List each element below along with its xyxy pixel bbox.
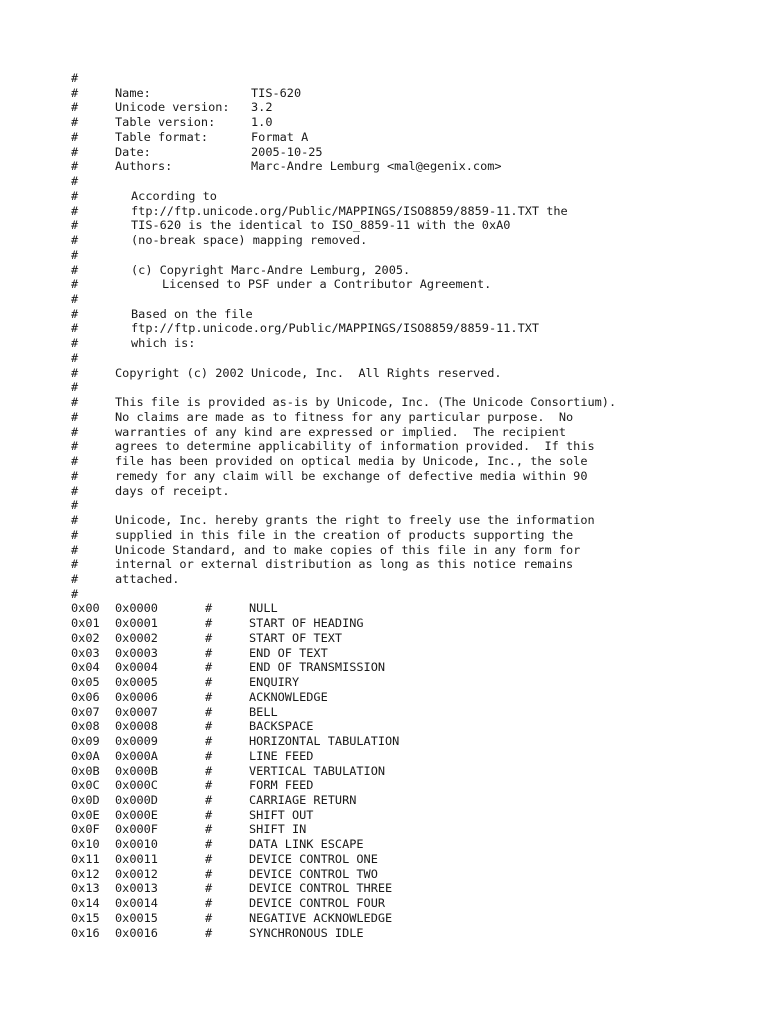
mapping-hash: # <box>205 925 213 940</box>
mapping-code: 0x07 <box>71 704 100 719</box>
mapping-row <box>71 926 761 941</box>
unicode-disclaimer-line-text: warranties of any kind are expressed or implied. The recipient <box>115 424 567 439</box>
note-copyright-line-text: (c) Copyright Marc-Andre Lemburg, 2005. <box>131 262 411 277</box>
mapping-name: HORIZONTAL TABULATION <box>249 734 400 749</box>
mapping-row <box>71 660 761 675</box>
mapping-unicode: 0x0009 <box>115 734 158 749</box>
mapping-name: LINE FEED <box>249 748 314 763</box>
mapping-row <box>71 778 761 793</box>
unicode-disclaimer-line <box>71 439 761 454</box>
mapping-hash: # <box>205 910 213 925</box>
comment-hash: # <box>71 586 79 601</box>
mapping-unicode: 0x0006 <box>115 689 158 704</box>
mapping-hash: # <box>205 704 213 719</box>
comment-hash: # <box>71 262 79 277</box>
mapping-name: END OF TRANSMISSION <box>249 660 386 675</box>
mapping-name: BACKSPACE <box>249 719 314 734</box>
unicode-grant-line-text: attached. <box>115 571 180 586</box>
unicode-copyright-line-text: Copyright (c) 2002 Unicode, Inc. All Rights reserved. <box>115 365 502 380</box>
mapping-code: 0x12 <box>71 866 100 881</box>
mapping-name: VERTICAL TABULATION <box>249 763 386 778</box>
header-field-value: Marc-Andre Lemburg <mal@egenix.com> <box>251 159 502 174</box>
mapping-unicode: 0x0005 <box>115 675 158 690</box>
mapping-name: SYNCHRONOUS IDLE <box>249 925 364 940</box>
unicode-disclaimer-line-text: agrees to determine applicability of information provided. If this <box>115 439 595 454</box>
header-field-key: Table format: <box>115 129 209 144</box>
mapping-row <box>71 764 761 779</box>
mapping-code: 0x16 <box>71 925 100 940</box>
mapping-hash: # <box>205 689 213 704</box>
comment-hash: # <box>71 306 79 321</box>
comment-hash: # <box>71 292 79 307</box>
unicode-disclaimer-line <box>71 469 761 484</box>
comment-hash: # <box>71 527 79 542</box>
mapping-name: NEGATIVE ACKNOWLEDGE <box>249 910 393 925</box>
mapping-unicode: 0x0010 <box>115 837 158 852</box>
mapping-code: 0x0C <box>71 778 100 793</box>
comment-hash: # <box>71 454 79 469</box>
header-field <box>71 100 761 115</box>
mapping-name: DEVICE CONTROL TWO <box>249 866 378 881</box>
mapping-name: CARRIAGE RETURN <box>249 792 357 807</box>
unicode-grant-line <box>71 528 761 543</box>
mapping-code: 0x08 <box>71 719 100 734</box>
comment-hash: # <box>71 483 79 498</box>
comment-hash: # <box>71 188 79 203</box>
unicode-disclaimer-line-text: remedy for any claim will be exchange of defective media within 90 <box>115 468 588 483</box>
mapping-hash: # <box>205 792 213 807</box>
mapping-hash: # <box>205 630 213 645</box>
comment-hash: # <box>71 144 79 159</box>
note-license-line-text: Licensed to PSF under a Contributor Agreement. <box>162 277 492 292</box>
mapping-name: DEVICE CONTROL FOUR <box>249 896 386 911</box>
comment-hash: # <box>71 321 79 336</box>
comment-blank-line <box>71 498 761 513</box>
mapping-unicode: 0x0002 <box>115 630 158 645</box>
comment-hash: # <box>71 571 79 586</box>
comment-blank-line <box>71 174 761 189</box>
mapping-row <box>71 837 761 852</box>
comment-hash: # <box>71 542 79 557</box>
mapping-row <box>71 705 761 720</box>
mapping-name: DEVICE CONTROL THREE <box>249 881 393 896</box>
comment-blank-line <box>71 248 761 263</box>
mapping-row <box>71 867 761 882</box>
mapping-code: 0x0B <box>71 763 100 778</box>
mapping-code: 0x06 <box>71 689 100 704</box>
comment-blank-line <box>71 71 761 86</box>
note-based-on-line <box>71 336 761 351</box>
mapping-hash: # <box>205 660 213 675</box>
mapping-code: 0x0A <box>71 748 100 763</box>
comment-hash: # <box>71 365 79 380</box>
mapping-row <box>71 719 761 734</box>
unicode-disclaimer-line <box>71 425 761 440</box>
note-copyright-line <box>71 263 761 278</box>
mapping-code: 0x0E <box>71 807 100 822</box>
note-license-line <box>71 277 761 292</box>
mapping-name: BELL <box>249 704 278 719</box>
mapping-unicode: 0x0004 <box>115 660 158 675</box>
comment-hash: # <box>71 233 79 248</box>
unicode-disclaimer-line <box>71 410 761 425</box>
mapping-unicode: 0x0012 <box>115 866 158 881</box>
comment-hash: # <box>71 247 79 262</box>
note-according-line-text: (no-break space) mapping removed. <box>131 233 368 248</box>
mapping-row <box>71 911 761 926</box>
mapping-unicode: 0x0016 <box>115 925 158 940</box>
mapping-code: 0x0F <box>71 822 100 837</box>
mapping-unicode: 0x0011 <box>115 851 158 866</box>
mapping-hash: # <box>205 822 213 837</box>
mapping-row <box>71 749 761 764</box>
mapping-row <box>71 734 761 749</box>
note-according-line <box>71 204 761 219</box>
mapping-hash: # <box>205 778 213 793</box>
note-according-line <box>71 233 761 248</box>
unicode-grant-line-text: supplied in this file in the creation of products supporting the <box>115 527 574 542</box>
header-field <box>71 130 761 145</box>
mapping-row <box>71 631 761 646</box>
mapping-name: FORM FEED <box>249 778 314 793</box>
comment-blank-line <box>71 380 761 395</box>
mapping-unicode: 0x000E <box>115 807 158 822</box>
comment-hash: # <box>71 424 79 439</box>
comment-hash: # <box>71 218 79 233</box>
note-based-on-line-text: ftp://ftp.unicode.org/Public/MAPPINGS/ISO8859/8859-11.TXT <box>131 321 540 336</box>
unicode-grant-line <box>71 513 761 528</box>
mapping-code: 0x02 <box>71 630 100 645</box>
unicode-grant-line-text: Unicode Standard, and to make copies of this file in any form for <box>115 542 581 557</box>
comment-hash: # <box>71 513 79 528</box>
mapping-file-document <box>71 71 761 940</box>
mapping-unicode: 0x0001 <box>115 616 158 631</box>
mapping-hash: # <box>205 645 213 660</box>
mapping-row <box>71 690 761 705</box>
comment-hash: # <box>71 409 79 424</box>
mapping-unicode: 0x000F <box>115 822 158 837</box>
mapping-hash: # <box>205 719 213 734</box>
mapping-code: 0x03 <box>71 645 100 660</box>
mapping-name: ACKNOWLEDGE <box>249 689 328 704</box>
mapping-name: ENQUIRY <box>249 675 300 690</box>
comment-hash: # <box>71 498 79 513</box>
mapping-name: DEVICE CONTROL ONE <box>249 851 378 866</box>
comment-hash: # <box>71 71 79 85</box>
comment-hash: # <box>71 557 79 572</box>
mapping-row <box>71 793 761 808</box>
mapping-code: 0x05 <box>71 675 100 690</box>
mapping-hash: # <box>205 675 213 690</box>
comment-hash: # <box>71 85 79 100</box>
note-according-line-text: TIS-620 is the identical to ISO_8859-11 with the 0xA0 <box>131 218 511 233</box>
unicode-grant-line <box>71 572 761 587</box>
mapping-name: START OF TEXT <box>249 630 343 645</box>
header-field-value: 3.2 <box>251 100 273 115</box>
mapping-unicode: 0x000D <box>115 792 158 807</box>
note-according-line <box>71 189 761 204</box>
comment-hash: # <box>71 277 79 292</box>
comment-hash: # <box>71 350 79 365</box>
comment-blank-line <box>71 292 761 307</box>
mapping-unicode: 0x0000 <box>115 601 158 616</box>
mapping-unicode: 0x0003 <box>115 645 158 660</box>
mapping-row <box>71 646 761 661</box>
comment-hash: # <box>71 129 79 144</box>
comment-hash: # <box>71 100 79 115</box>
mapping-code: 0x11 <box>71 851 100 866</box>
mapping-unicode: 0x0015 <box>115 910 158 925</box>
comment-blank-line <box>71 587 761 602</box>
mapping-unicode: 0x0007 <box>115 704 158 719</box>
mapping-row <box>71 881 761 896</box>
mapping-unicode: 0x0013 <box>115 881 158 896</box>
mapping-unicode: 0x000C <box>115 778 158 793</box>
unicode-grant-line <box>71 557 761 572</box>
mapping-hash: # <box>205 896 213 911</box>
comment-hash: # <box>71 115 79 130</box>
header-field <box>71 159 761 174</box>
mapping-hash: # <box>205 748 213 763</box>
mapping-name: START OF HEADING <box>249 616 364 631</box>
header-field-value: TIS-620 <box>251 85 302 100</box>
mapping-code: 0x00 <box>71 601 100 616</box>
header-field <box>71 145 761 160</box>
mapping-row <box>71 852 761 867</box>
note-based-on-line <box>71 321 761 336</box>
comment-hash: # <box>71 380 79 395</box>
comment-hash: # <box>71 468 79 483</box>
note-according-line-text: ftp://ftp.unicode.org/Public/MAPPINGS/ISO8859/8859-11.TXT the <box>131 203 568 218</box>
unicode-copyright-line <box>71 366 761 381</box>
mapping-row <box>71 822 761 837</box>
unicode-disclaimer-line-text: file has been provided on optical media by Unicode, Inc., the sole <box>115 454 588 469</box>
mapping-unicode: 0x000A <box>115 748 158 763</box>
note-according-line <box>71 218 761 233</box>
header-field-key: Name: <box>115 85 151 100</box>
mapping-row <box>71 675 761 690</box>
mapping-hash: # <box>205 601 213 616</box>
mapping-row <box>71 896 761 911</box>
mapping-hash: # <box>205 807 213 822</box>
header-field-key: Table version: <box>115 115 216 130</box>
unicode-grant-line-text: internal or external distribution as long as this notice remains <box>115 557 574 572</box>
unicode-disclaimer-line <box>71 395 761 410</box>
comment-hash: # <box>71 203 79 218</box>
comment-hash: # <box>71 159 79 174</box>
mapping-unicode: 0x0008 <box>115 719 158 734</box>
mapping-unicode: 0x000B <box>115 763 158 778</box>
mapping-hash: # <box>205 734 213 749</box>
unicode-disclaimer-line <box>71 454 761 469</box>
mapping-row <box>71 616 761 631</box>
header-field <box>71 86 761 101</box>
unicode-disclaimer-line <box>71 484 761 499</box>
mapping-code: 0x09 <box>71 734 100 749</box>
mapping-code: 0x14 <box>71 896 100 911</box>
mapping-row <box>71 601 761 616</box>
mapping-hash: # <box>205 837 213 852</box>
mapping-code: 0x01 <box>71 616 100 631</box>
comment-hash: # <box>71 174 79 189</box>
unicode-disclaimer-line-text: days of receipt. <box>115 483 230 498</box>
unicode-disclaimer-line-text: No claims are made as to fitness for any particular purpose. No <box>115 409 574 424</box>
unicode-disclaimer-line-text: This file is provided as-is by Unicode, Inc. (The Unicode Consortium). <box>115 395 617 410</box>
mapping-name: DATA LINK ESCAPE <box>249 837 364 852</box>
mapping-unicode: 0x0014 <box>115 896 158 911</box>
unicode-grant-line <box>71 543 761 558</box>
header-field-value: Format A <box>251 129 309 144</box>
mapping-hash: # <box>205 881 213 896</box>
header-field-value: 2005-10-25 <box>251 144 323 159</box>
mapping-code: 0x0D <box>71 792 100 807</box>
header-field-key: Date: <box>115 144 151 159</box>
comment-hash: # <box>71 395 79 410</box>
unicode-grant-line-text: Unicode, Inc. hereby grants the right to freely use the information <box>115 513 595 528</box>
mapping-hash: # <box>205 851 213 866</box>
mapping-code: 0x04 <box>71 660 100 675</box>
mapping-hash: # <box>205 616 213 631</box>
mapping-name: SHIFT IN <box>249 822 307 837</box>
header-field-key: Unicode version: <box>115 100 230 115</box>
mapping-name: SHIFT OUT <box>249 807 314 822</box>
mapping-code: 0x10 <box>71 837 100 852</box>
mapping-row <box>71 808 761 823</box>
header-field-key: Authors: <box>115 159 173 174</box>
header-field <box>71 115 761 130</box>
mapping-name: NULL <box>249 601 278 616</box>
note-based-on-line-text: Based on the file <box>131 306 253 321</box>
mapping-code: 0x15 <box>71 910 100 925</box>
mapping-hash: # <box>205 866 213 881</box>
note-based-on-line <box>71 307 761 322</box>
mapping-name: END OF TEXT <box>249 645 328 660</box>
mapping-code: 0x13 <box>71 881 100 896</box>
comment-hash: # <box>71 439 79 454</box>
comment-hash: # <box>71 336 79 351</box>
header-field-value: 1.0 <box>251 115 273 130</box>
mapping-hash: # <box>205 763 213 778</box>
note-according-line-text: According to <box>131 188 217 203</box>
comment-blank-line <box>71 351 761 366</box>
note-based-on-line-text: which is: <box>131 336 196 351</box>
